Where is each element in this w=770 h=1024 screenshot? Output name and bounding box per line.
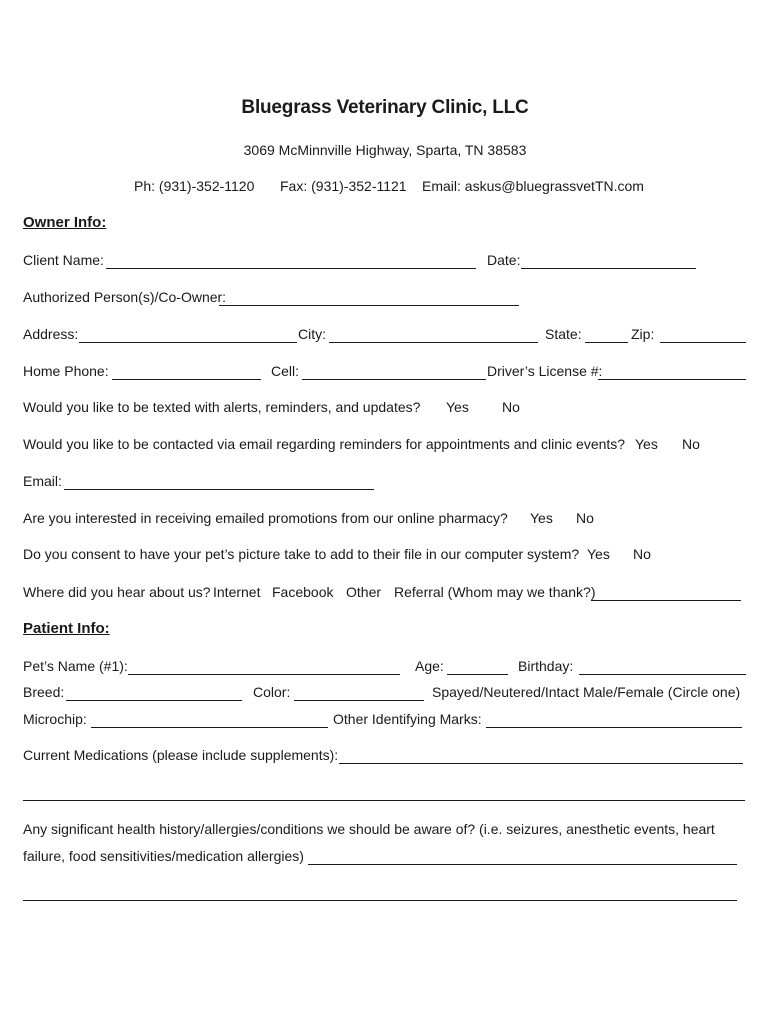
pet-name-field[interactable] xyxy=(128,674,400,675)
hear-other-option[interactable]: Other xyxy=(346,584,382,600)
history-label-line1: Any significant health history/allergies/conditions we should be aware of? (i.e. seizures, anesthetic events, heart xyxy=(23,821,715,837)
clinic-phone: Ph: (931)-352-1120 xyxy=(134,178,255,194)
referral-field[interactable] xyxy=(591,600,741,601)
email-yes-option[interactable]: Yes xyxy=(635,436,658,452)
age-label: Age: xyxy=(415,658,444,674)
birthday-label: Birthday: xyxy=(518,658,574,674)
cell-field[interactable] xyxy=(302,379,486,380)
text-yes-option[interactable]: Yes xyxy=(446,399,469,415)
state-label: State: xyxy=(545,326,582,342)
picture-no-option[interactable]: No xyxy=(633,546,651,562)
color-field[interactable] xyxy=(294,700,424,701)
hear-facebook-option[interactable]: Facebook xyxy=(272,584,334,600)
patient-section-title: Patient Info: xyxy=(23,620,110,637)
clinic-fax: Fax: (931)-352-1121 xyxy=(280,178,407,194)
owner-section-title: Owner Info: xyxy=(23,214,107,231)
history-field[interactable] xyxy=(308,864,737,865)
promo-question: Are you interested in receiving emailed promotions from our online pharmacy? xyxy=(23,510,508,526)
home-phone-label: Home Phone: xyxy=(23,363,109,379)
authorized-field[interactable] xyxy=(219,305,519,306)
email-no-option[interactable]: No xyxy=(682,436,700,452)
medications-field-line-2[interactable] xyxy=(23,800,745,801)
history-label-line2: failure, food sensitivities/medication allergies) xyxy=(23,848,304,864)
breed-field[interactable] xyxy=(66,700,242,701)
age-field[interactable] xyxy=(447,674,508,675)
license-label: Driver’s License #: xyxy=(487,363,603,379)
address-field[interactable] xyxy=(79,342,297,343)
microchip-label: Microchip: xyxy=(23,711,87,727)
promo-yes-option[interactable]: Yes xyxy=(530,510,553,526)
microchip-field[interactable] xyxy=(91,727,328,728)
color-label: Color: xyxy=(253,684,291,700)
cell-label: Cell: xyxy=(271,363,300,379)
city-label: City: xyxy=(298,326,326,342)
medications-label: Current Medications (please include supplements): xyxy=(23,747,339,763)
client-name-label: Client Name: xyxy=(23,252,104,268)
text-question: Would you like to be texted with alerts, reminders, and updates? xyxy=(23,399,421,415)
city-field[interactable] xyxy=(329,342,538,343)
hear-referral-option[interactable]: Referral (Whom may we thank?) xyxy=(394,584,596,600)
breed-label: Breed: xyxy=(23,684,65,700)
clinic-name: Bluegrass Veterinary Clinic, LLC xyxy=(241,97,529,118)
marks-field[interactable] xyxy=(486,727,742,728)
home-phone-field[interactable] xyxy=(112,379,261,380)
history-field-line-2[interactable] xyxy=(23,900,737,901)
clinic-address: 3069 McMinnville Highway, Sparta, TN 38583 xyxy=(243,142,527,158)
zip-field[interactable] xyxy=(660,342,746,343)
marks-label: Other Identifying Marks: xyxy=(333,711,482,727)
sex-status-label[interactable]: Spayed/Neutered/Intact Male/Female (Circle one) xyxy=(432,684,741,700)
medications-field[interactable] xyxy=(339,763,743,764)
pet-name-label: Pet’s Name (#1): xyxy=(23,658,128,674)
picture-yes-option[interactable]: Yes xyxy=(587,546,610,562)
authorized-label: Authorized Person(s)/Co-Owner: xyxy=(23,289,227,305)
email-question: Would you like to be contacted via email regarding reminders for appointments and clinic events? xyxy=(23,436,626,452)
address-label: Address: xyxy=(23,326,79,342)
zip-label: Zip: xyxy=(631,326,655,342)
hear-internet-option[interactable]: Internet xyxy=(213,584,261,600)
email-field[interactable] xyxy=(64,489,374,490)
hear-question: Where did you hear about us? xyxy=(23,584,211,600)
birthday-field[interactable] xyxy=(579,674,746,675)
text-no-option[interactable]: No xyxy=(502,399,520,415)
clinic-email: Email: askus@bluegrassvetTN.com xyxy=(422,178,644,194)
license-field[interactable] xyxy=(598,379,746,380)
date-label: Date: xyxy=(487,252,521,268)
state-field[interactable] xyxy=(585,342,628,343)
client-name-field[interactable] xyxy=(106,268,476,269)
date-field[interactable] xyxy=(521,268,696,269)
picture-question: Do you consent to have your pet’s picture take to add to their file in our computer system? xyxy=(23,546,580,562)
email-label: Email: xyxy=(23,473,62,489)
promo-no-option[interactable]: No xyxy=(576,510,594,526)
